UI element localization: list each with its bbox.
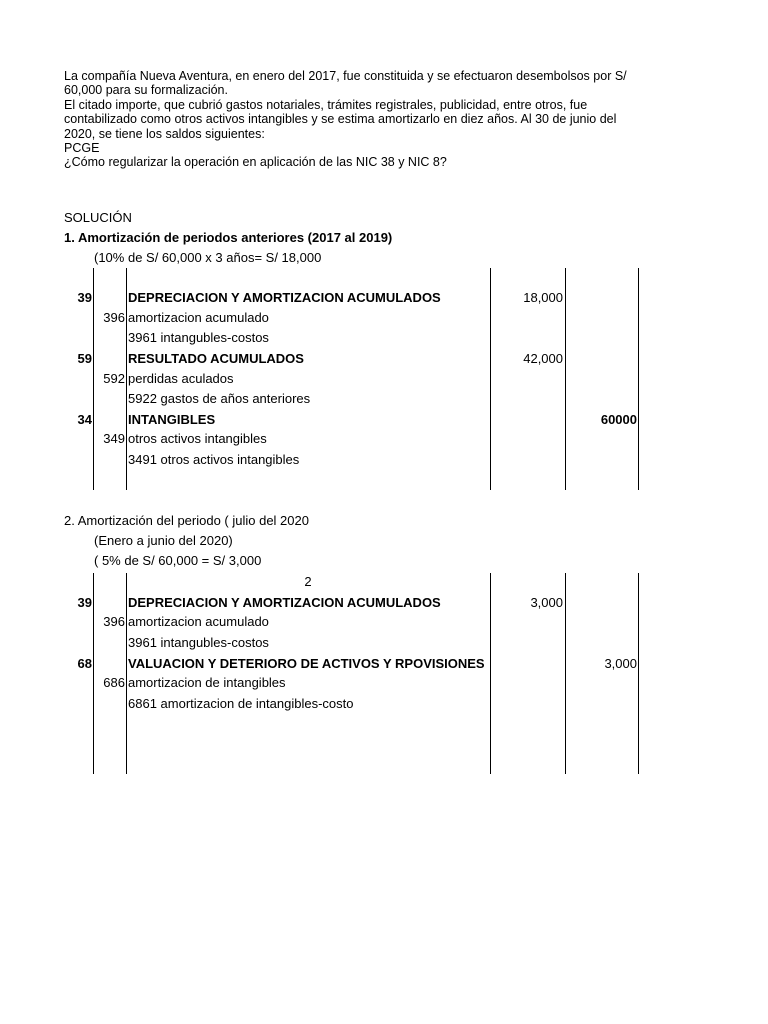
account-name: 5922 gastos de años anteriores bbox=[128, 391, 311, 406]
debit-amount: 18,000 bbox=[523, 290, 563, 305]
problem-statement bbox=[64, 69, 664, 170]
account-name: amortizacion acumulado bbox=[128, 310, 269, 325]
section2-note: (Enero a junio del 2020) bbox=[94, 533, 233, 548]
column-divider bbox=[93, 573, 94, 774]
account-name: perdidas aculados bbox=[128, 371, 234, 386]
intro-line: ¿Cómo regularizar la operación en aplicación de las NIC 38 y NIC 8? bbox=[64, 155, 447, 170]
account-name: 3491 otros activos intangibles bbox=[128, 452, 300, 467]
debit-amount: 3,000 bbox=[530, 595, 563, 610]
column-divider bbox=[565, 573, 566, 774]
account-code: 39 bbox=[77, 290, 92, 305]
account-name: DEPRECIACION Y AMORTIZACION ACUMULADOS bbox=[128, 595, 441, 610]
column-divider bbox=[490, 268, 491, 490]
account-name: otros activos intangibles bbox=[128, 431, 267, 446]
credit-amount: 3,000 bbox=[604, 656, 637, 671]
column-divider bbox=[490, 573, 491, 774]
intro-line: La compañía Nueva Aventura, en enero del 2017, fue constituida y se efectuaron desembolsos por S/ bbox=[64, 69, 627, 83]
column-divider bbox=[565, 268, 566, 490]
section2-note: ( 5% de S/ 60,000 = S/ 3,000 bbox=[94, 553, 262, 568]
section1-title: 1. Amortización de periodos anteriores (2017 al 2019) bbox=[64, 230, 393, 245]
account-name: DEPRECIACION Y AMORTIZACION ACUMULADOS bbox=[128, 290, 441, 305]
account-name: VALUACION Y DETERIORO DE ACTIVOS Y RPOVISIONES bbox=[128, 656, 485, 671]
sub-account-code: 686 bbox=[103, 675, 125, 690]
account-name: 3961 intangubles-costos bbox=[128, 635, 269, 650]
account-name: amortizacion acumulado bbox=[128, 614, 269, 629]
account-code: 39 bbox=[77, 595, 92, 610]
intro-line: PCGE bbox=[64, 141, 100, 156]
intro-line: 60,000 para su formalización. bbox=[64, 83, 228, 98]
account-code: 59 bbox=[77, 351, 92, 366]
column-divider bbox=[126, 268, 127, 490]
account-name: INTANGIBLES bbox=[128, 412, 216, 427]
intro-line: 2020, se tiene los saldos siguientes: bbox=[64, 126, 265, 141]
account-name: amortizacion de intangibles bbox=[128, 675, 286, 690]
sub-account-code: 592 bbox=[103, 371, 125, 386]
account-code: 68 bbox=[77, 656, 92, 671]
entry-number: 2 bbox=[304, 574, 312, 589]
solution-label: SOLUCIÓN bbox=[64, 210, 132, 225]
account-name: RESULTADO ACUMULADOS bbox=[128, 351, 304, 366]
account-name: 6861 amortizacion de intangibles-costo bbox=[128, 696, 354, 711]
debit-amount: 42,000 bbox=[523, 351, 563, 366]
intro-line: contabilizado como otros activos intangibles y se estima amortizarlo en diez años. Al 30 de junio del bbox=[64, 112, 617, 127]
sub-account-code: 396 bbox=[103, 310, 125, 325]
credit-amount: 60000 bbox=[600, 412, 637, 427]
sub-account-code: 396 bbox=[103, 614, 125, 629]
account-code: 34 bbox=[77, 412, 92, 427]
column-divider bbox=[126, 573, 127, 774]
sub-account-code: 349 bbox=[103, 431, 125, 446]
section1-note: (10% de S/ 60,000 x 3 años= S/ 18,000 bbox=[94, 250, 322, 265]
section2-title: 2. Amortización del periodo ( julio del 2020 bbox=[64, 513, 309, 528]
intro-line: El citado importe, que cubrió gastos notariales, trámites registrales, publicidad, entre otros, fue bbox=[64, 97, 588, 112]
column-divider bbox=[638, 268, 639, 490]
account-name: 3961 intangubles-costos bbox=[128, 330, 269, 345]
column-divider bbox=[638, 573, 639, 774]
